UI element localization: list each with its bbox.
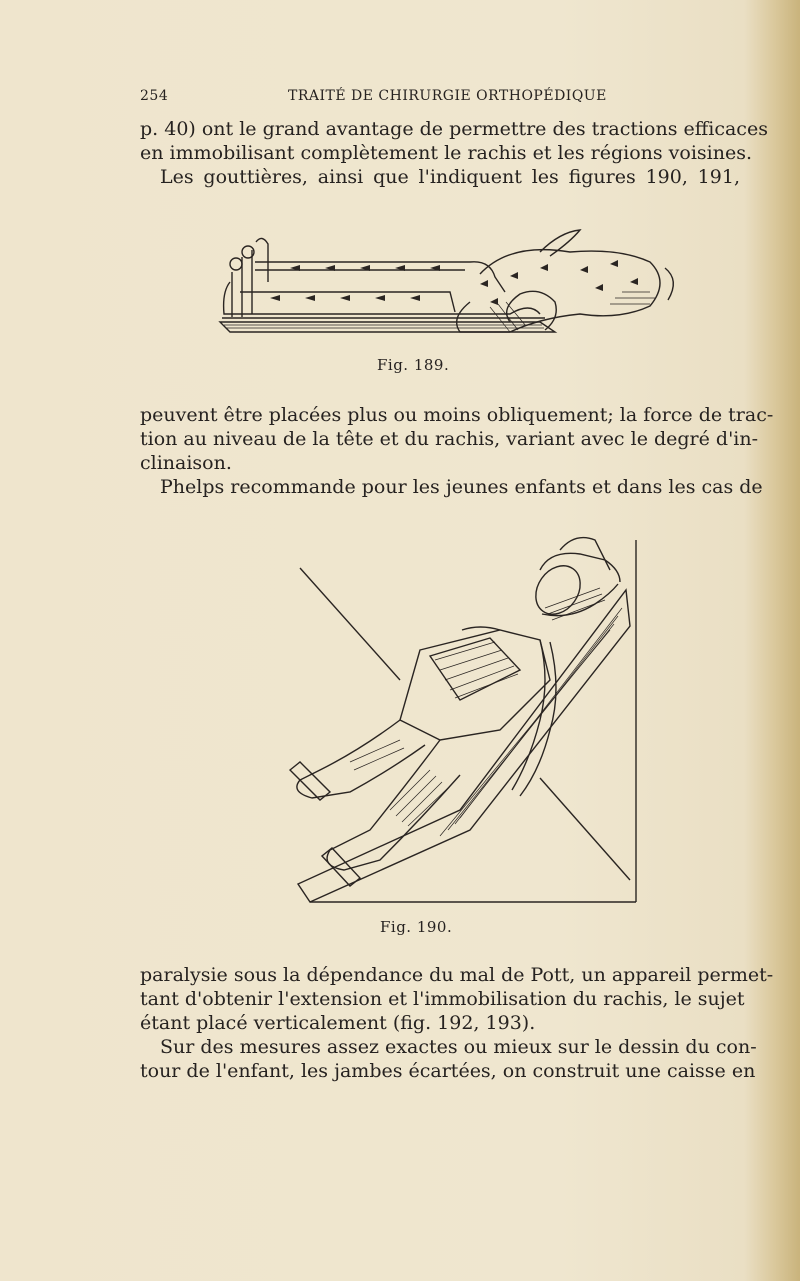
text-line: Sur des mesures assez exactes ou mieux sur le dessin du con- <box>160 1036 757 1058</box>
text-line: clinaison. <box>140 452 232 474</box>
page-number: 254 <box>140 88 169 104</box>
text-line: peuvent être placées plus ou moins obliquement; la force de trac- <box>140 404 774 426</box>
text-line: étant placé verticalement (fig. 192, 193). <box>140 1012 536 1034</box>
figure-190-illustration <box>250 530 650 910</box>
figure-189-illustration <box>210 222 690 342</box>
paragraph-3 <box>140 963 774 1083</box>
text-line: Les gouttières, ainsi que l'indiquent les figures 190, 191, <box>160 166 740 188</box>
text-line: tion au niveau de la tête et du rachis, variant avec le degré d'in- <box>140 428 759 450</box>
text-line: en immobilisant complètement le rachis et les régions voisines. <box>140 142 753 164</box>
text-line: Phelps recommande pour les jeunes enfants et dans les cas de <box>160 476 763 498</box>
running-title: TRAITÉ DE CHIRURGIE ORTHOPÉDIQUE <box>288 88 607 104</box>
text-line: paralysie sous la dépendance du mal de Pott, un appareil permet- <box>140 964 774 986</box>
page-header <box>140 88 740 112</box>
figure-190-caption: Fig. 190. <box>380 918 453 936</box>
figure-189-caption: Fig. 189. <box>377 356 450 374</box>
text-line: tour de l'enfant, les jambes écartées, on construit une caisse en <box>140 1060 756 1082</box>
text-line: tant d'obtenir l'extension et l'immobilisation du rachis, le sujet <box>140 988 745 1010</box>
text-line: p. 40) ont le grand avantage de permettre des tractions efficaces <box>140 118 768 140</box>
paragraph-1 <box>140 117 768 189</box>
paragraph-2 <box>140 403 774 499</box>
